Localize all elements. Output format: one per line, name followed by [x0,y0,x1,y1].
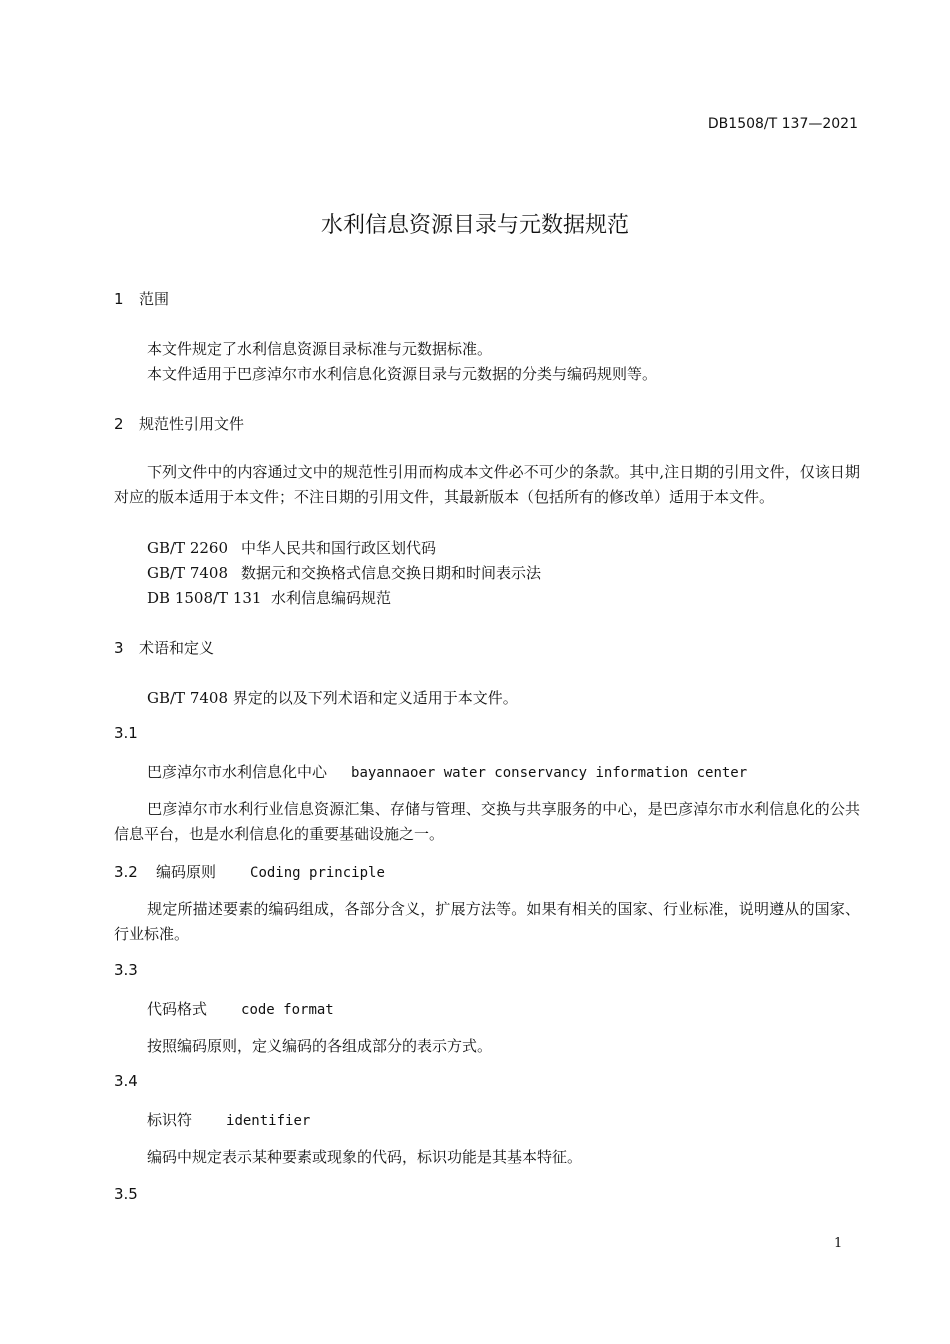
term-entry [147,761,747,782]
section-title: 规范性引用文件 [139,415,245,433]
paragraph: 本文件规定了水利信息资源目录标准与元数据标准。 [147,340,493,358]
section-heading-terms [114,637,214,658]
reference-title: 数据元和交换格式信息交换日期和时间表示法 [241,564,542,582]
definition-text: 规定所描述要素的编码组成，各部分含义，扩展方法等。如果有相关的国家、行业标准，说明遵从的国家、行业标准。 [114,900,860,943]
section-heading-normative-references [114,413,244,434]
paragraph-text: 下列文件中的内容通过文中的规范性引用而构成本文件必不可少的条款。其中,注日期的引用文件，仅该日期对应的版本适用于本文件；不注日期的引用文件，其最新版本（包括所有的修改单）适用于本文件。 [114,463,860,506]
term-english: bayannaoer water conservancy information center [351,765,748,781]
document-code: DB1508/T 137—2021 [707,116,858,132]
section-number: 1 [114,290,124,308]
section-number: 2 [114,415,124,433]
reference-item [147,537,436,558]
term-entry [114,861,385,882]
reference-title: 中华人民共和国行政区划代码 [241,539,437,557]
term-chinese: 编码原则 [156,863,217,881]
term-number: 3.4 [114,1072,138,1090]
section-title: 范围 [139,290,170,308]
section-title: 术语和定义 [139,639,215,657]
paragraph: GB/T 7408 界定的以及下列术语和定义适用于本文件。 [147,689,518,707]
term-english: identifier [226,1113,311,1129]
term-entry [147,998,334,1019]
document-title: 水利信息资源目录与元数据规范 [320,213,629,238]
term-chinese: 代码格式 [147,1000,208,1018]
section-number: 3 [114,639,124,657]
term-chinese: 巴彦淖尔市水利信息化中心 [147,763,328,781]
term-definition: 编码中规定表示某种要素或现象的代码，标识功能是其基本特征。 [147,1148,583,1166]
term-definition: 按照编码原则，定义编码的各组成部分的表示方式。 [147,1037,493,1055]
term-number: 3.2 [114,863,138,881]
term-english: Coding principle [250,865,385,881]
reference-code: GB/T 2260 [147,539,229,557]
paragraph [114,460,860,509]
term-chinese: 标识符 [147,1111,193,1129]
term-definition [114,797,860,846]
term-entry [147,1109,310,1130]
page-number: 1 [834,1236,843,1251]
definition-text: 巴彦淖尔市水利行业信息资源汇集、存储与管理、交换与共享服务的中心，是巴彦淖尔市水利信息化的公共信息平台，也是水利信息化的重要基础设施之一。 [114,800,860,843]
term-number: 3.3 [114,961,138,979]
paragraph: 本文件适用于巴彦淖尔市水利信息化资源目录与元数据的分类与编码规则等。 [147,365,658,383]
reference-title: 水利信息编码规范 [271,589,392,607]
reference-item [147,562,541,583]
section-heading-scope [114,288,169,309]
term-definition [114,897,860,946]
reference-code: GB/T 7408 [147,564,229,582]
term-english: code format [241,1002,334,1018]
reference-item [147,587,391,608]
term-number: 3.5 [114,1185,138,1203]
reference-code: DB 1508/T 131 [147,589,262,607]
term-number: 3.1 [114,724,138,742]
